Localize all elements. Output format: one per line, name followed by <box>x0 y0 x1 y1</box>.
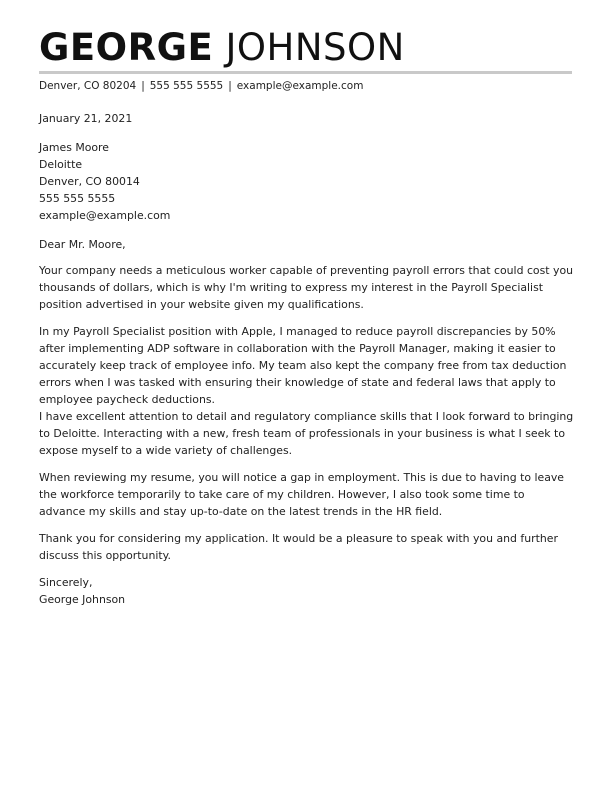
body-paragraph: When reviewing my resume, you will notice a gap in employment. This is due to having to leave the workforce temporarily to take care of my children. However, I also took some time to advance my skills and stay up-to-date on the latest trends in the HR field. <box>39 471 565 518</box>
contact-separator: | <box>228 80 232 92</box>
contact-separator: | <box>141 80 145 92</box>
recipient-company: Deloitte <box>39 158 83 171</box>
signature-name: George Johnson <box>39 593 126 606</box>
contact-line <box>39 79 363 94</box>
recipient-block <box>39 139 574 224</box>
closing-block <box>39 574 574 608</box>
valediction: Sincerely, <box>39 576 93 589</box>
letter-date: January 21, 2021 <box>39 112 133 125</box>
body-paragraph: Your company needs a meticulous worker capable of preventing payroll errors that could cost you thousands of dollars, which is why I'm writing to express my interest in the Payroll Specialist position advertised in your website given my qualifications. <box>39 264 574 311</box>
header-divider <box>39 71 572 74</box>
body-paragraph: In my Payroll Specialist position with Apple, I managed to reduce payroll discrepancies by 50% after implementing ADP software in collaboration with the Payroll Manager, making it easier to accurately keep track of employee info. My team also kept the company free from tax deduction errors when I was tasked with ensuring their knowledge of state and federal laws that apply to employee paycheck deductions. <box>39 325 567 406</box>
contact-email: example@example.com <box>236 80 364 92</box>
last-name: JOHNSON <box>225 26 405 69</box>
recipient-name: James Moore <box>39 141 109 154</box>
salutation: Dear Mr. Moore, <box>39 238 126 251</box>
first-name: GEORGE <box>39 26 214 69</box>
recipient-phone: 555 555 5555 <box>39 192 116 205</box>
applicant-name <box>39 26 405 70</box>
recipient-address: Denver, CO 80014 <box>39 175 140 188</box>
letter-body <box>39 110 574 608</box>
recipient-email: example@example.com <box>39 209 171 222</box>
contact-location: Denver, CO 80204 <box>39 80 137 92</box>
body-paragraph: I have excellent attention to detail and regulatory compliance skills that I look forward to bringing to Deloitte. Interacting with a new, fresh team of professionals in your business is what I seek to expose myself to a wide variety of challenges. <box>39 410 574 457</box>
contact-phone: 555 555 5555 <box>149 80 224 92</box>
body-paragraph: Thank you for considering my application. It would be a pleasure to speak with you and further discuss this opportunity. <box>39 532 558 562</box>
